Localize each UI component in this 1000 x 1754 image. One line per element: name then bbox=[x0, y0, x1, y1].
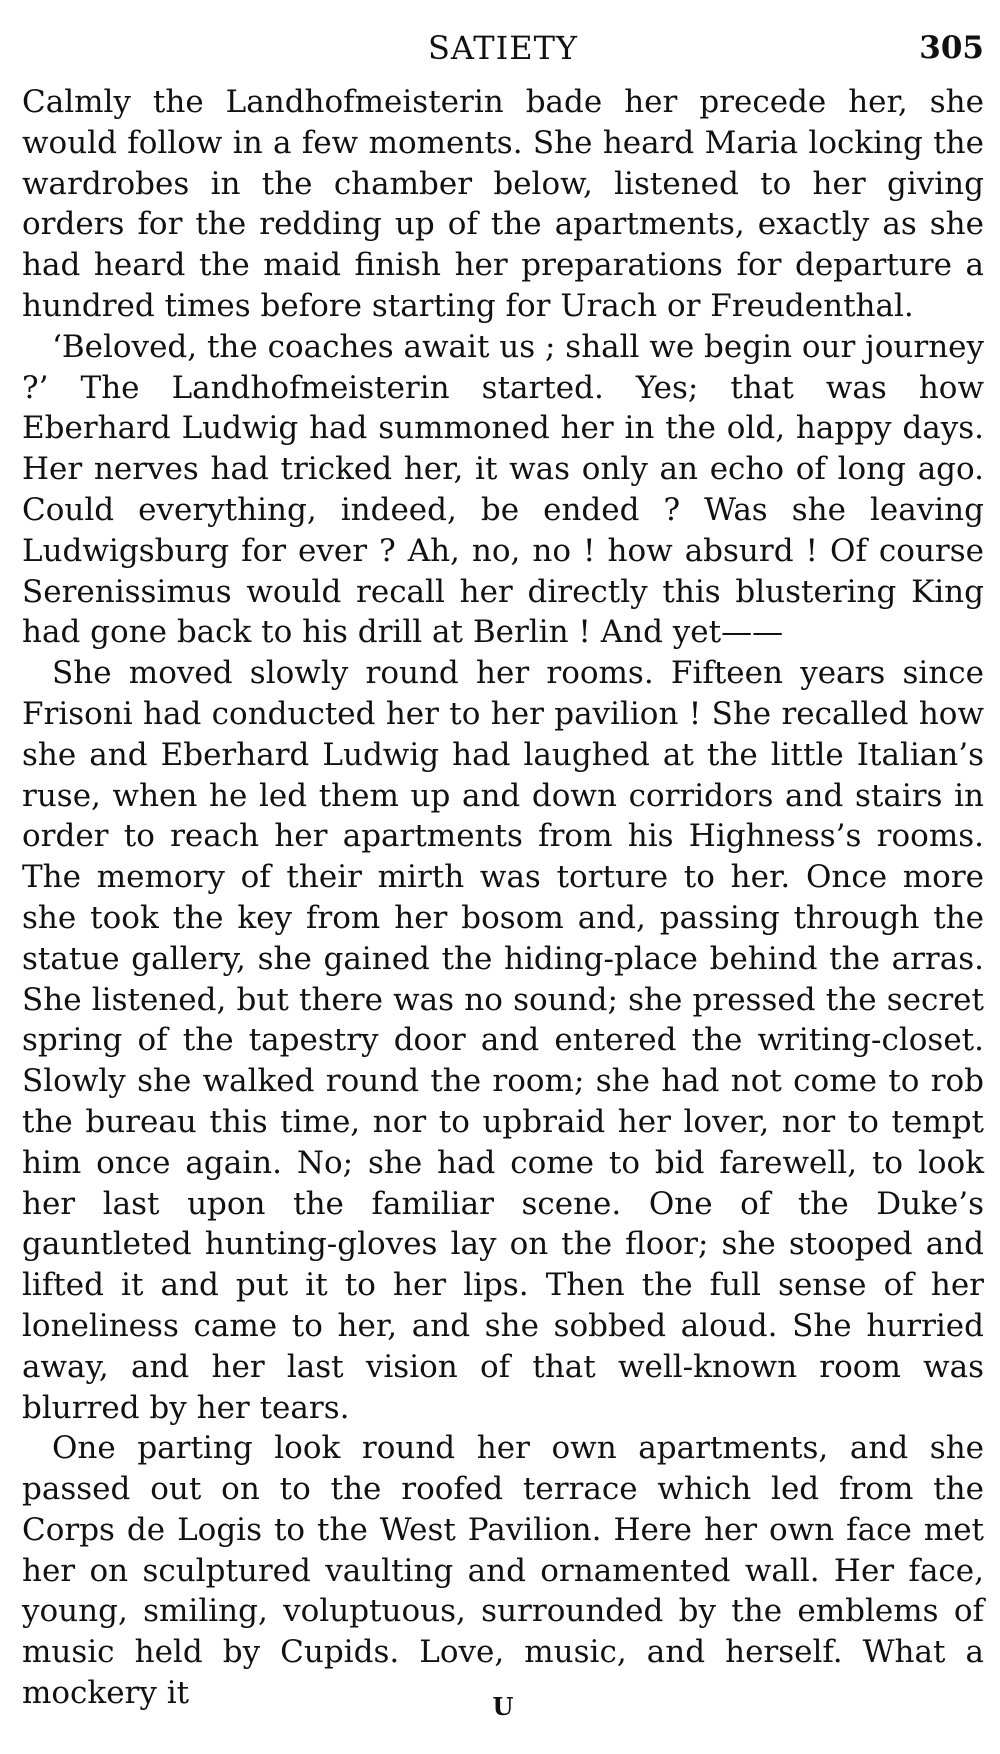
paragraph-1: Calmly the Landhofmeisterin bade her precede her, she would follow in a few moments. She heard Maria locking the wardrobes in the chamber below, listened to her giving orders for the redding up of the apartments, exactly as she had heard the maid finish her preparations for departure a hundred times before starting for Urach or Freudenthal. bbox=[22, 84, 984, 324]
running-head bbox=[22, 28, 984, 78]
body-text bbox=[22, 82, 984, 1714]
running-title: SATIETY bbox=[427, 29, 579, 67]
page-number: 305 bbox=[919, 30, 984, 66]
signature-mark: U bbox=[492, 1692, 514, 1721]
paragraph-3: She moved slowly round her rooms. Fifteen years since Frisoni had conducted her to her pavilion ! She recalled how she and Eberhard Ludwig had laughed at the little Italian’s ruse, when he led them up and down corridors and stairs in order to reach her apartments from his Highness’s rooms. The memory of their mirth was torture to her. Once more she took the key from her bosom and, passing through the statue gallery, she gained the hiding-place behind the arras. She listened, but there was no sound; she pressed the secret spring of the tapestry door and entered the writing-closet. Slowly she walked round the room; she had not come to rob the bureau this time, nor to upbraid her lover, nor to tempt him once again. No; she had come to bid farewell, to look her last upon the familiar scene. One of the Duke’s gauntleted hunting-gloves lay on the floor; she stooped and lifted it and put it to her lips. Then the full sense of her loneliness came to her, and she sobbed aloud. She hurried away, and her last vision of that well-known room was blurred by her tears. bbox=[22, 655, 984, 1426]
paragraph-4: One parting look round her own apartments, and she passed out on to the roofed terrace which led from the Corps de Logis to the West Pavilion. Here her own face met her on sculptured vaulting and ornamented wall. Her face, young, smiling, voluptuous, surrounded by the emblems of music held by Cupids. Love, music, and herself. What a mockery it bbox=[22, 1430, 984, 1712]
book-page bbox=[22, 28, 984, 1728]
paragraph-2: ‘Beloved, the coaches await us ; shall we begin our journey ?’ The Landhofmeisterin started. Yes; that was how Eberhard Ludwig had summoned her in the old, happy days. Her nerves had tricked her, it was only an echo of long ago. Could everything, indeed, be ended ? Was she leaving Ludwigsburg for ever ? Ah, no, no ! how absurd ! Of course Serenissimus would recall her directly this blustering King had gone back to his drill at Berlin ! And yet—— bbox=[22, 328, 985, 651]
